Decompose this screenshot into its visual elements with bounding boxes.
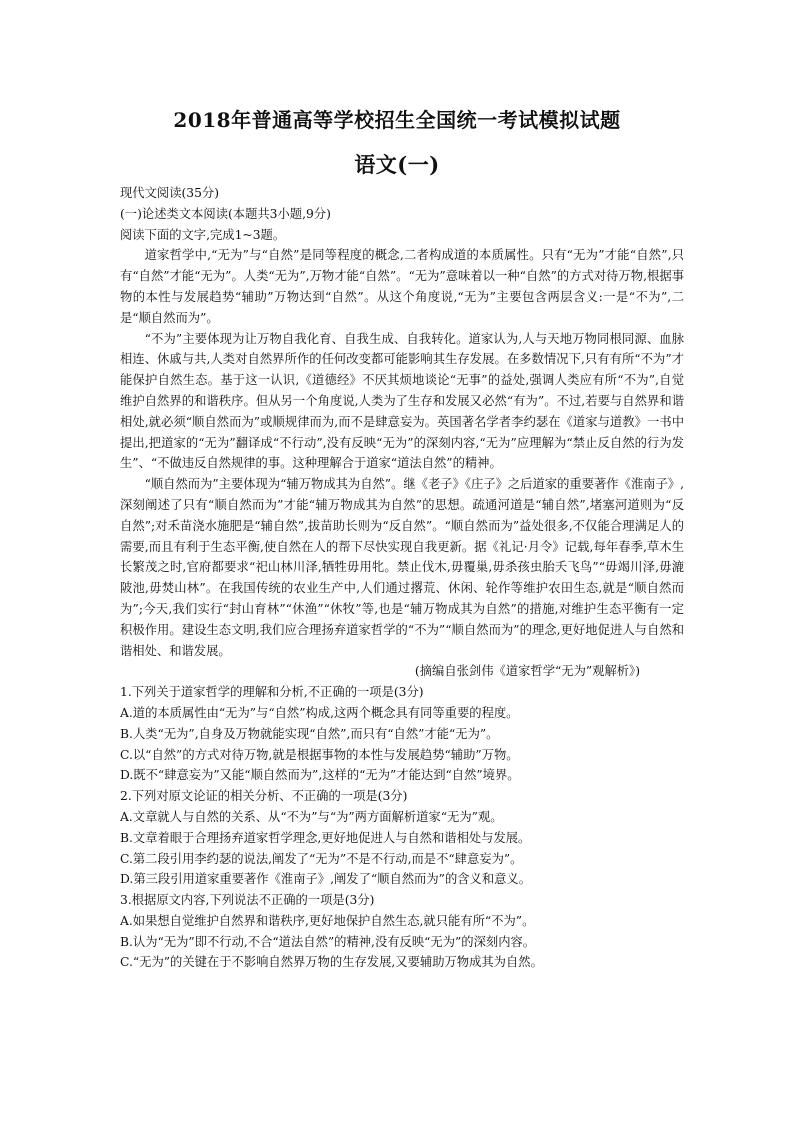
question-1-option-a: A.道的本质属性由“无为”与“自然”构成,这两个概念具有同等重要的程度。 [120, 705, 519, 720]
exam-body [120, 183, 684, 973]
subsection-heading: (一)论述类文本阅读(本题共3小题,9分) [120, 206, 331, 221]
question-3-option-c: C.“无为”的关键在于不影响自然界万物的生存发展,又要辅助万物成其为自然。 [120, 955, 543, 970]
passage-source: (摘编自张剑伟《道家哲学“无为”观解析》) [414, 664, 640, 679]
question-2-stem: 2.下列对原文论证的相关分析、不正确的一项是(3分) [120, 789, 408, 804]
question-1-option-d: D.既不“肆意妄为”又能“顺自然而为”,这样的“无为”才能达到“自然”境界。 [120, 768, 520, 783]
question-3-stem: 3.根据原文内容,下列说法不正确的一项是(3分) [120, 893, 375, 908]
question-3-option-a: A.如果想自觉维护自然界和谐秩序,更好地保护自然生态,就只能有所“不为”。 [120, 913, 535, 928]
page-title: 2018年普通高等学校招生全国统一考试模拟试题 [173, 108, 621, 132]
section-heading: 现代文阅读(35分) [120, 186, 220, 200]
question-3-option-b: B.认为“无为”即不行动,不合“道法自然”的精神,没有反映“无为”的深刻内容。 [120, 934, 536, 949]
reading-instruction: 阅读下面的文字,完成1~3题。 [120, 227, 286, 242]
question-2-option-a: A.文章就人与自然的关系、从“不为”与“为”两方面解析道家“无为”观。 [120, 809, 503, 824]
passage-paragraph-1: 道家哲学中,“无为”与“自然”是同等程度的概念,二者构成道的本质属性。只有“无为”才能“自然”,只有“自然”才能“无为”。人类“无为”,万物才能“自然”。“无为”意味着以一种“自然”的方式对待万物,根据事物的本性与发展趋势“辅助”万物达到“自然”。从这个角度说,“无为”主要包含两层含义:一是“不为”,二是“顺自然而为”。 [120, 248, 684, 325]
question-1-option-c: C.以“自然”的方式对待万物,就是根据事物的本性与发展趋势“辅助”万物。 [120, 747, 519, 762]
passage-paragraph-3: “顺自然而为”主要体现为“辅万物成其为自然”。继《老子》《庄子》之后道家的重要著作《淮南子》,深刻阐述了只有“顺自然而为”才能“辅万物成其为自然”的思想。疏通河道是“辅自然”,堵塞河道则为“反自然”;对禾苗浇水施肥是“辅自然”,拔苗助长则为“反自然”。“顺自然而为”益处很多,不仅能合理满足人的需要,而且有利于生态平衡,使自然在人的帮下尽快实现自我更新。据《礼记·月令》记载,每年春季,草木生长繁茂之时,官府都要求“祀山林川泽,牺牲毋用牝。禁止伐木,毋覆巢,毋杀孩虫胎夭飞鸟”“毋竭川泽,毋漉陂池,毋焚山林”。在我国传统的农业生产中,人们通过撂荒、休闲、轮作等维护农田生态,就是“顺自然而为”;今天,我们实行“封山育林”“休渔”“休牧”等,也是“辅万物成其为自然”的措施,对维护生态平衡有一定积极作用。建设生态文明,我们应合理扬弃道家哲学的“不为”“顺自然而为”的理念,更好地促进人与自然和谐相处、和谐发展。 [120, 477, 684, 658]
passage-paragraph-2: “不为”主要体现为让万物自我化育、自我生成、自我转化。道家认为,人与天地万物同根同源、血脉相连、休戚与共,人类对自然界所作的任何改变都可能影响其生存发展。在多数情况下,只有有所“不为”才能保护自然生态。基于这一认识,《道德经》不厌其烦地谈论“无事”的益处,强调人类应有所“不为”,自觉维护自然界的和谐秩序。但从另一个角度说,人类为了生存和发展又必然“有为”。不过,若要与自然界和谐相处,就必须“顺自然而为”或顺规律而为,而不是肆意妄为。英国著名学者李约瑟在《道家与道教》一书中提出,把道家的“无为”翻译成“不行动”,没有反映“无为”的深刻内容,“无为”应理解为“禁止反自然的行为发生”、“不做违反自然规律的事。这种理解合于道家“道法自然”的精神。 [120, 331, 684, 471]
question-2-option-b: B.文章着眼于合理扬弃道家哲学理念,更好地促进人与自然和谐相处与发展。 [120, 830, 531, 845]
page-subtitle: 语文(一) [354, 152, 440, 177]
question-2-option-c: C.第二段引用李约瑟的说法,阐发了“无为”不是不行动,而是不“肆意妄为”。 [120, 851, 523, 866]
question-1-option-b: B.人类“无为”,自身及万物就能实现“自然”,而只有“自然”才能“无为”。 [120, 726, 499, 741]
question-2-option-d: D.第三段引用道家重要著作《淮南子》,阐发了“顺自然而为”的含义和意义。 [120, 872, 532, 887]
question-1-stem: 1.下列关于道家哲学的理解和分析,不正确的一项是(3分) [120, 685, 424, 700]
